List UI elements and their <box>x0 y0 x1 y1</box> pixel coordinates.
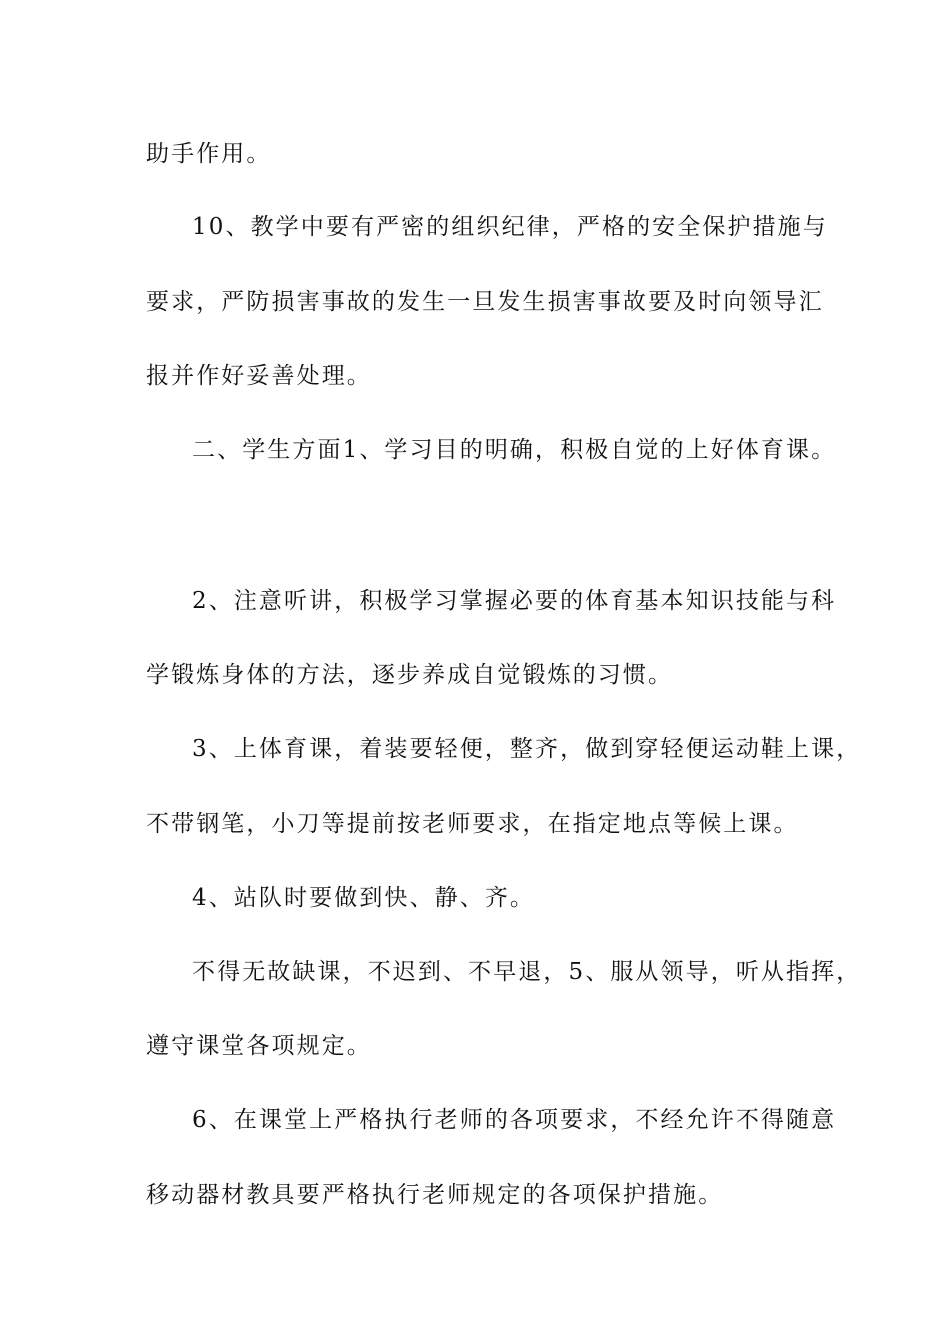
text-line: 学锻炼身体的方法，逐步养成自觉锻炼的习惯。 <box>146 662 674 688</box>
text-line: 遵守课堂各项规定。 <box>146 1033 372 1059</box>
text-line: 不得无故缺课，不迟到、不早退，5、服从领导，听从指挥， <box>192 959 862 985</box>
text-line: 10、教学中要有严密的组织纪律，严格的安全保护措施与 <box>192 214 828 240</box>
text-line: 不带钢笔，小刀等提前按老师要求，在指定地点等候上课。 <box>146 811 799 837</box>
text-line: 4、站队时要做到快、静、齐。 <box>192 885 536 911</box>
text-line: 6、在课堂上严格执行老师的各项要求，不经允许不得随意 <box>192 1107 837 1133</box>
text-line: 3、上体育课，着装要轻便，整齐，做到穿轻便运动鞋上课， <box>192 736 862 762</box>
text-line: 要求，严防损害事故的发生一旦发生损害事故要及时向领导汇 <box>146 289 824 315</box>
text-line: 助手作用。 <box>146 141 272 167</box>
text-line: 报并作好妥善处理。 <box>146 363 372 389</box>
text-line: 二、学生方面1、学习目的明确，积极自觉的上好体育课。 <box>192 437 837 463</box>
text-line: 移动器材教具要严格执行老师规定的各项保护措施。 <box>146 1182 724 1208</box>
text-line: 2、注意听讲，积极学习掌握必要的体育基本知识技能与科 <box>192 588 837 614</box>
